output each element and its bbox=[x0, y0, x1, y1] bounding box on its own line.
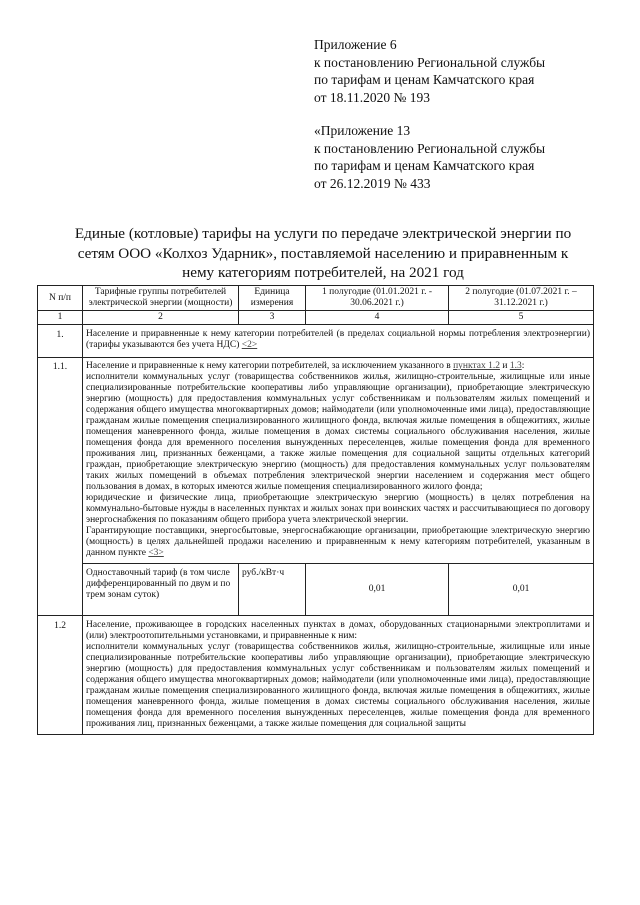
appendix-original-header bbox=[314, 122, 545, 192]
row-text: Гарантирующие поставщики, энергосбытовые, энергоснабжающие организации, приобретающие электрическую энергию (мощность) в целях дальнейшей продажи населению и приравненным к нему категориям потребителей, указанным в данном пункте bbox=[86, 526, 590, 558]
row-paragraph: юридические и физические лица, приобретающие электрическую энергию (мощность) в целях потребления на коммунально-бытовые нужды в населенных пунктах и жилых зонах при воинских частях и рассчитывающиеся по договору энергоснабжения по показаниям общего прибора учета электрической энергии. bbox=[86, 493, 590, 525]
header-num: N п/п bbox=[38, 286, 83, 311]
col-number: 4 bbox=[306, 311, 449, 325]
row-paragraph: исполнители коммунальных услуг (товарищества собственников жилья, жилищно-строительные, жилищные или иные специализированные потребительские кооперативы либо управляющие организации), приобретающие электрическую энергию (мощность) для предоставления коммунальных услуг собственникам и пользователям жилых помещений и содержания общего имущества многоквартирных домов; наймодатели (или уполномоченные ими лица), предоставляющие гражданам жилые помещения специализированного жилищного фонда, включая жилые помещения в общежитиях, жилые помещения маневренного фонда, жилые помещения в домах системы социального обслуживания населения, жилые помещения фонда для временного поселения вынужденных переселенцев, жилые помещения фонда для временного проживания лиц, признанных беженцами, а также жилые помещения для социальной защиты bbox=[86, 642, 590, 729]
appendix-current-header bbox=[314, 36, 545, 106]
row-description bbox=[83, 616, 594, 735]
appendix-line: к постановлению Региональной службы bbox=[314, 54, 546, 70]
row-text: Население, проживающее в городских населенных пунктах в домах, оборудованных стационарными электроплитами и (или) электроотопительными установками, и приравненные к ним: bbox=[86, 620, 590, 641]
row-text: : bbox=[521, 361, 525, 371]
appendix-line: Приложение 6 bbox=[314, 37, 397, 52]
clause-link[interactable]: пунктах 1.2 bbox=[453, 361, 500, 371]
table-row bbox=[38, 358, 594, 564]
tariff-subrow bbox=[38, 564, 594, 616]
document-title bbox=[40, 224, 606, 283]
tariff-table bbox=[37, 285, 594, 735]
title-line: нему категориям потребителей, на 2021 год bbox=[182, 264, 464, 281]
title-line: Единые (котловые) тарифы на услуги по передаче электрической энергии по bbox=[74, 225, 572, 242]
appendix-line: от 18.11.2020 № 193 bbox=[314, 89, 430, 105]
appendix-line: «Приложение 13 bbox=[314, 123, 411, 138]
row-text: и bbox=[502, 361, 508, 371]
header-half2: 2 полугодие (01.07.2021 г. – 31.12.2021 г.) bbox=[449, 286, 594, 311]
tariff-name: Одноставочный тариф (в том числе дифференцированный по двум и по трем зонам суток) bbox=[83, 564, 239, 616]
title-line: сетям ООО «Колхоз Ударник», поставляемой населению и приравненным к bbox=[77, 244, 569, 262]
tariff-unit: руб./кВт·ч bbox=[239, 564, 306, 616]
row-number: 1. bbox=[38, 325, 83, 358]
row-description bbox=[83, 358, 594, 564]
row-paragraph: исполнители коммунальных услуг (товарищества собственников жилья, жилищно-строительные, жилищные или иные специализированные потребительские кооперативы либо управляющие организации), приобретающие электрическую энергию (мощность) для предоставления коммунальных услуг собственникам и пользователям жилых помещений и содержания общего имущества многоквартирных домов; наймодатели (или уполномоченные ими лица), предоставляющие гражданам жилые помещения специализированного жилищного фонда, включая жилые помещения в общежитиях, жилые помещения маневренного фонда, жилые помещения в домах системы социального обслуживания населения, жилые помещения фонда для временного поселения вынужденных переселенцев, жилые помещения фонда для временного проживания лиц, признанных беженцами, а также жилые помещения для социальной защиты отдельных категорий граждан, приобретающие электрическую энергию (мощность) для предоставления коммунальных услуг пользователям таких жилых помещений в объемах потребления электрической энергии населением и содержания мест общего пользования в домах, в которых имеются жилые помещения специализированного жилого фонда; bbox=[86, 372, 590, 492]
column-number-row bbox=[38, 311, 594, 325]
appendix-line: от 26.12.2019 № 433 bbox=[314, 175, 431, 191]
col-number: 2 bbox=[83, 311, 239, 325]
table-row bbox=[38, 325, 594, 358]
appendix-line: по тарифам и ценам Камчатского края bbox=[314, 72, 535, 87]
row-description bbox=[83, 325, 594, 358]
clause-link[interactable]: 1.3 bbox=[509, 361, 522, 371]
appendix-line: по тарифам и ценам Камчатского края bbox=[314, 158, 535, 173]
tariff-value-h1: 0,01 bbox=[306, 564, 449, 616]
footnote-link[interactable]: <2> bbox=[241, 340, 258, 350]
header-half1: 1 полугодие (01.01.2021 г. - 30.06.2021 г.) bbox=[306, 286, 449, 311]
header-group: Тарифные группы потребителей электрической энергии (мощности) bbox=[83, 286, 239, 311]
header-unit: Единица измерения bbox=[239, 286, 306, 311]
col-number: 1 bbox=[38, 311, 83, 325]
row-number: 1.2 bbox=[38, 616, 83, 735]
table-row bbox=[38, 616, 594, 735]
appendix-line: к постановлению Региональной службы bbox=[314, 140, 546, 156]
row-text: Население и приравненные к нему категории потребителей (в пределах социальной нормы потребления электроэнергии) (тарифы указываются без учета НДС) bbox=[86, 329, 590, 350]
row-number: 1.1. bbox=[38, 358, 83, 616]
footnote-link[interactable]: <3> bbox=[148, 548, 164, 558]
col-number: 5 bbox=[449, 311, 594, 325]
col-number: 3 bbox=[239, 311, 306, 325]
header-row bbox=[38, 286, 594, 311]
tariff-value-h2: 0,01 bbox=[449, 564, 594, 616]
row-text: Население и приравненные к нему категории потребителей, за исключением указанного в bbox=[86, 361, 451, 371]
